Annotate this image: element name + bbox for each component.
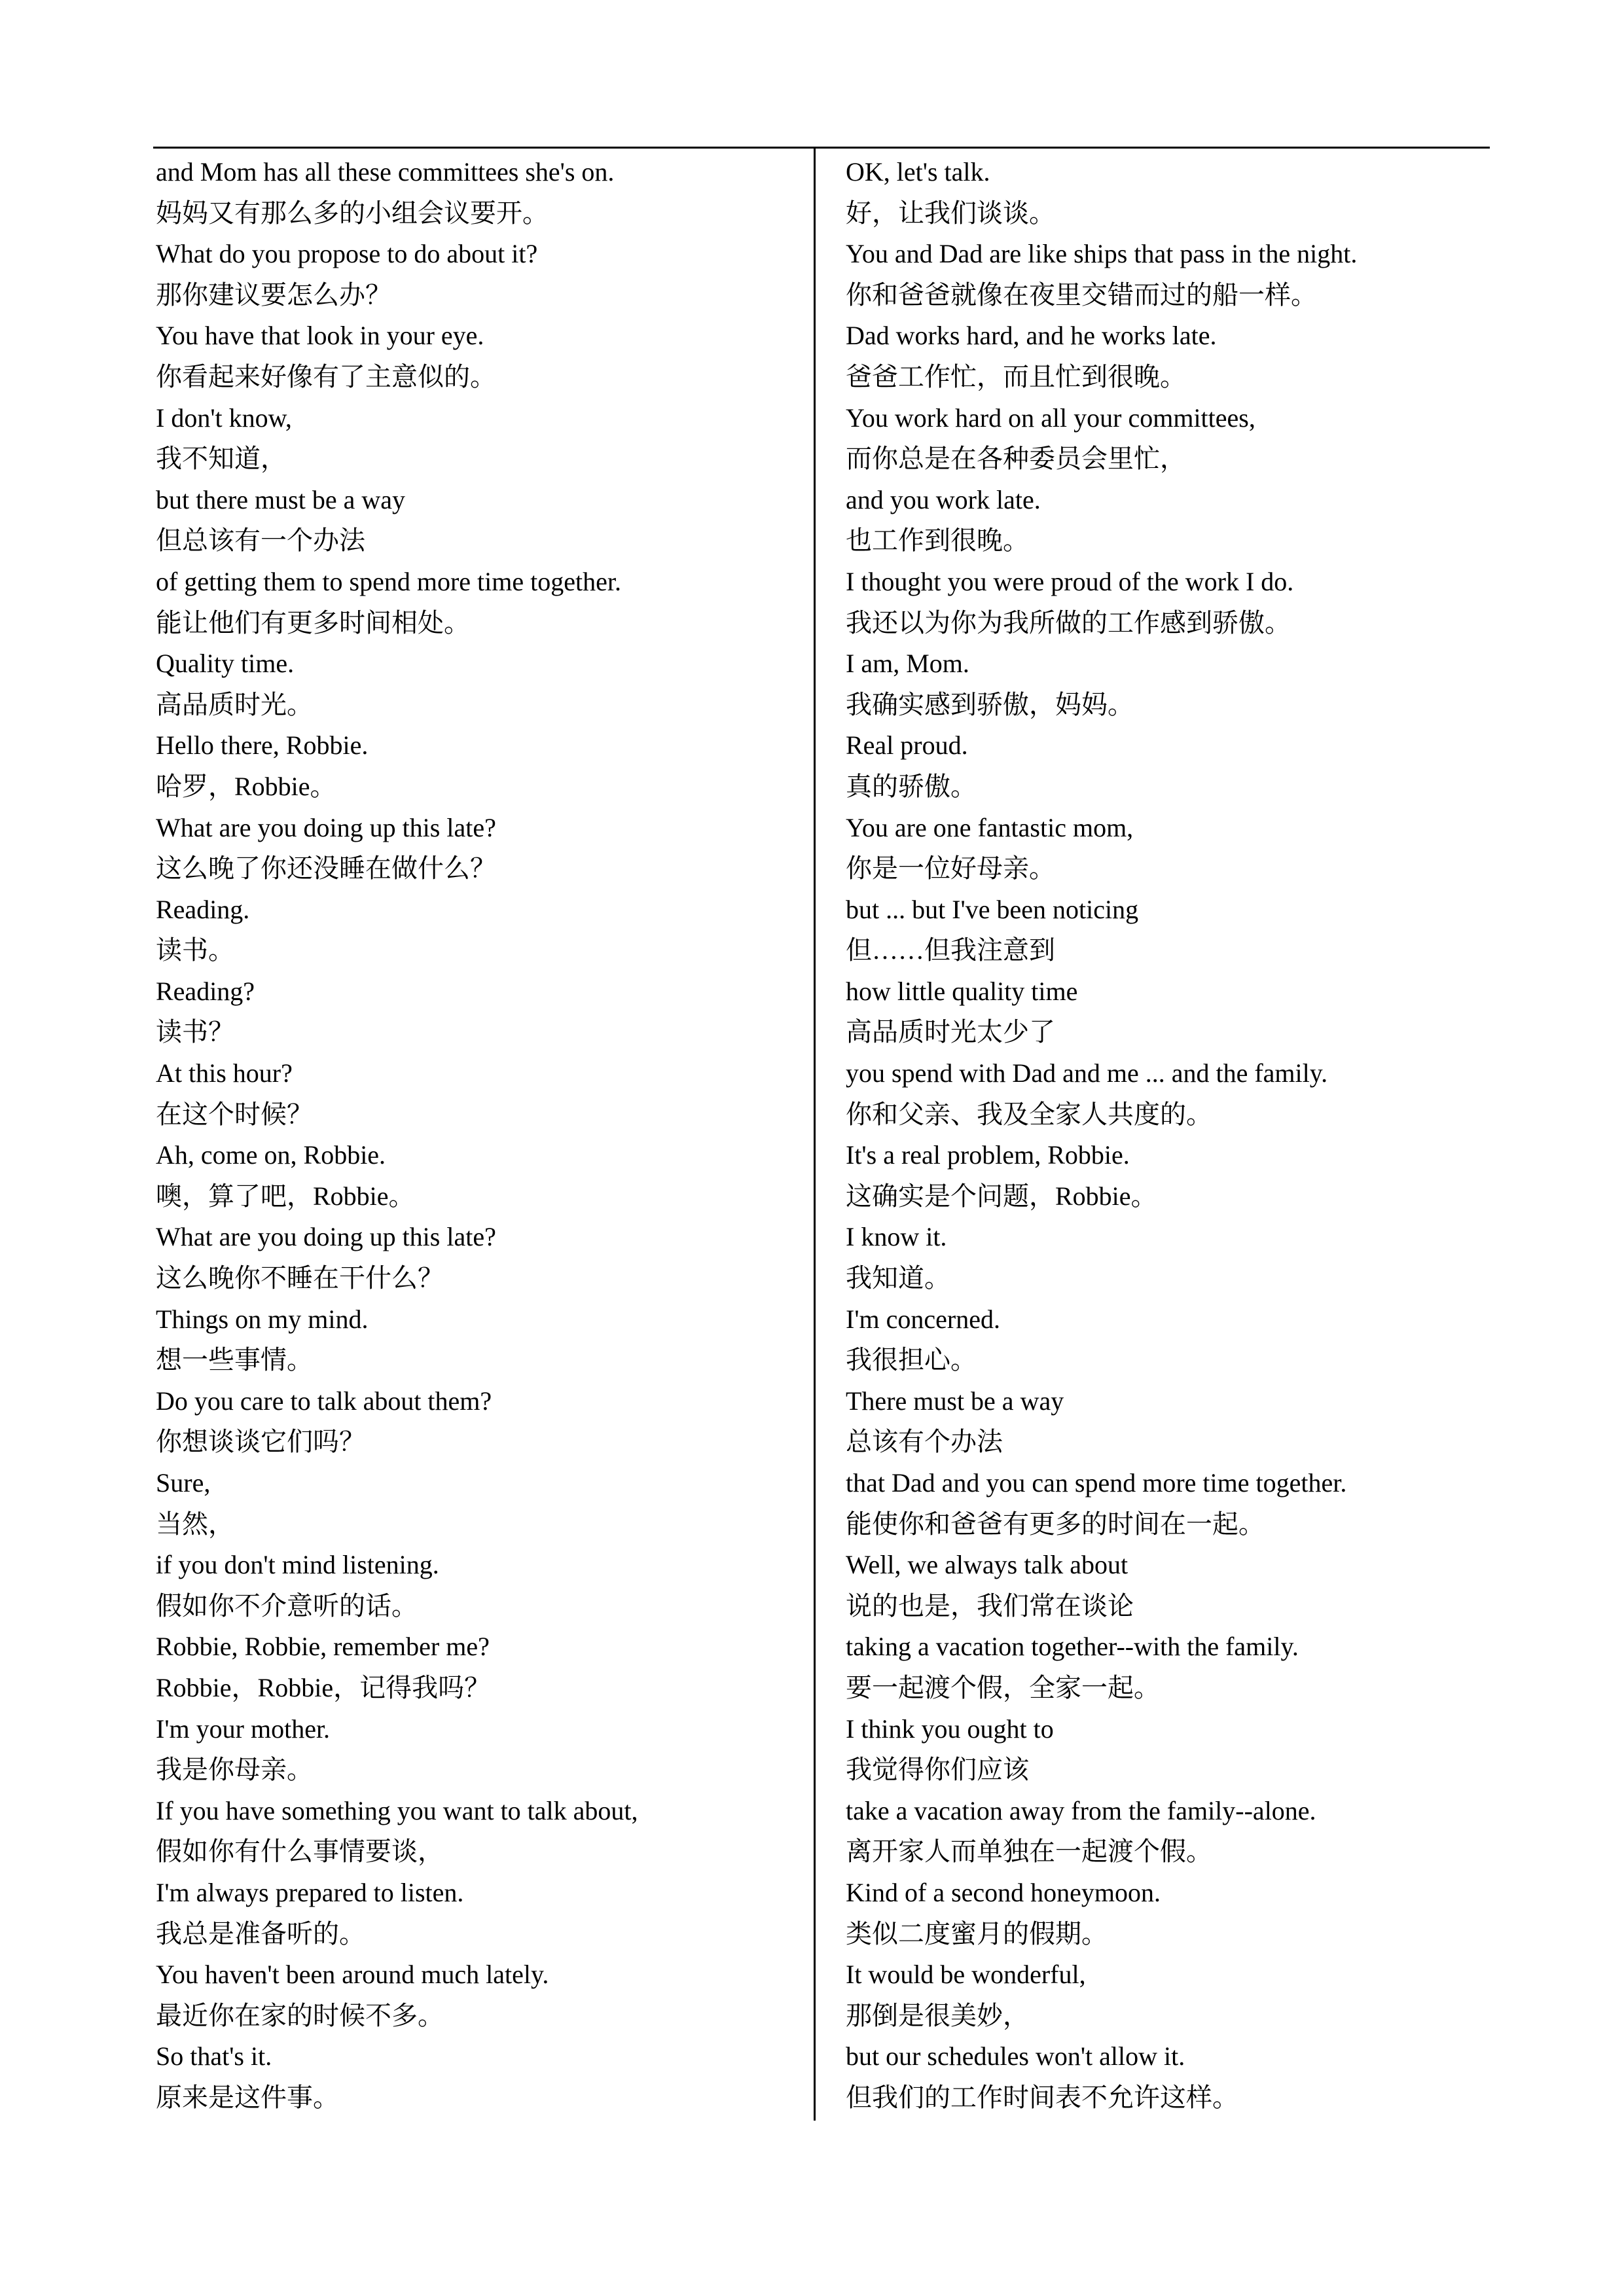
text-line: 当然， bbox=[156, 1509, 234, 1539]
text-line: 我总是准备听的。 bbox=[156, 1918, 365, 1948]
text-line: 在这个时候？ bbox=[156, 1099, 313, 1129]
text-line: 读书。 bbox=[156, 935, 234, 965]
text-line: taking a vacation together--with the family. bbox=[846, 1632, 1299, 1662]
text-line: What are you doing up this late? bbox=[156, 812, 496, 842]
text-line: 而你总是在各种委员会里忙， bbox=[846, 444, 1186, 474]
text-line: of getting them to spend more time together. bbox=[156, 566, 621, 596]
text-line: Dad works hard, and he works late. bbox=[846, 321, 1217, 351]
text-line: 我知道。 bbox=[846, 1263, 950, 1293]
text-line: 总该有个办法 bbox=[846, 1427, 1003, 1457]
text-line: 这么晚了你还没睡在做什么？ bbox=[156, 853, 496, 884]
text-line: Robbie，Robbie，记得我吗？ bbox=[156, 1672, 491, 1702]
text-line: 原来是这件事。 bbox=[156, 2082, 339, 2112]
text-line: 也工作到很晚。 bbox=[846, 526, 1029, 556]
text-line: You work hard on all your committees, bbox=[846, 403, 1255, 433]
text-line: OK, let's talk. bbox=[846, 157, 990, 187]
text-line: Quality time. bbox=[156, 649, 295, 679]
text-line: 高品质时光太少了 bbox=[846, 1017, 1055, 1047]
text-line: 但总该有一个办法 bbox=[156, 526, 365, 556]
text-line: and Mom has all these committees she's on. bbox=[156, 157, 615, 187]
text-line: 我是你母亲。 bbox=[156, 1755, 313, 1785]
text-line: You and Dad are like ships that pass in the night. bbox=[846, 239, 1358, 269]
text-line: but our schedules won't allow it. bbox=[846, 2041, 1185, 2072]
text-line: What do you propose to do about it? bbox=[156, 239, 538, 269]
text-line: Hello there, Robbie. bbox=[156, 730, 369, 761]
text-line: 爸爸工作忙，而且忙到很晚。 bbox=[846, 361, 1186, 391]
text-line: I'm always prepared to listen. bbox=[156, 1877, 464, 1907]
text-line: 好，让我们谈谈。 bbox=[846, 198, 1055, 228]
text-line: It would be wonderful, bbox=[846, 1960, 1086, 1990]
text-line: 我还以为你为我所做的工作感到骄傲。 bbox=[846, 607, 1291, 637]
text-line: but ... but I've been noticing bbox=[846, 894, 1139, 924]
text-line: how little quality time bbox=[846, 976, 1078, 1006]
text-line: you spend with Dad and me ... and the family. bbox=[846, 1058, 1328, 1088]
text-line: and you work late. bbox=[846, 484, 1041, 514]
text-line: 那倒是很美妙， bbox=[846, 2000, 1029, 2030]
text-line: I'm concerned. bbox=[846, 1304, 1000, 1334]
text-line: I'm your mother. bbox=[156, 1713, 331, 1744]
text-line: So that's it. bbox=[156, 2041, 272, 2072]
text-line: 要一起渡个假，全家一起。 bbox=[846, 1672, 1160, 1702]
text-line: 但……但我注意到 bbox=[846, 935, 1055, 965]
column-divider bbox=[814, 147, 816, 2121]
text-line: 我很担心。 bbox=[846, 1345, 977, 1375]
text-line: 真的骄傲。 bbox=[846, 771, 977, 801]
text-line: 假如你不介意听的话。 bbox=[156, 1590, 418, 1621]
text-line: 你看起来好像有了主意似的。 bbox=[156, 361, 496, 391]
text-line: I don't know, bbox=[156, 403, 292, 433]
text-line: Reading? bbox=[156, 976, 255, 1006]
text-line: There must be a way bbox=[846, 1386, 1064, 1416]
text-line: It's a real problem, Robbie. bbox=[846, 1140, 1130, 1170]
text-line: 妈妈又有那么多的小组会议要开。 bbox=[156, 198, 549, 228]
text-line: take a vacation away from the family--alone. bbox=[846, 1795, 1316, 1825]
text-line: but there must be a way bbox=[156, 484, 405, 514]
text-line: Do you care to talk about them? bbox=[156, 1386, 492, 1416]
text-line: 哈罗，Robbie。 bbox=[156, 771, 336, 801]
text-line: 离开家人而单独在一起渡个假。 bbox=[846, 1837, 1212, 1867]
text-line: 你和父亲、我及全家人共度的。 bbox=[846, 1099, 1212, 1129]
text-line: 这确实是个问题，Robbie。 bbox=[846, 1181, 1157, 1211]
text-line: I thought you were proud of the work I do. bbox=[846, 566, 1294, 596]
left-column bbox=[156, 152, 804, 2119]
text-line: What are you doing up this late? bbox=[156, 1222, 496, 1252]
text-line: You have that look in your eye. bbox=[156, 321, 484, 351]
text-line: 噢，算了吧，Robbie。 bbox=[156, 1181, 415, 1211]
text-line: that Dad and you can spend more time together. bbox=[846, 1468, 1347, 1498]
text-line: 想一些事情。 bbox=[156, 1345, 313, 1375]
text-line: 能让他们有更多时间相处。 bbox=[156, 607, 470, 637]
text-line: Things on my mind. bbox=[156, 1304, 369, 1334]
text-line: Sure, bbox=[156, 1468, 211, 1498]
text-line: I am, Mom. bbox=[846, 649, 969, 679]
text-line: 你和爸爸就像在夜里交错而过的船一样。 bbox=[846, 279, 1317, 310]
text-line: You haven't been around much lately. bbox=[156, 1960, 549, 1990]
text-line: Ah, come on, Robbie. bbox=[156, 1140, 386, 1170]
text-line: Real proud. bbox=[846, 730, 968, 761]
text-line: 我不知道， bbox=[156, 444, 287, 474]
text-line: You are one fantastic mom, bbox=[846, 812, 1134, 842]
text-line: Kind of a second honeymoon. bbox=[846, 1877, 1161, 1907]
text-line: 类似二度蜜月的假期。 bbox=[846, 1918, 1108, 1948]
text-line: I know it. bbox=[846, 1222, 947, 1252]
text-line: 这么晚你不睡在干什么？ bbox=[156, 1263, 444, 1293]
text-line: At this hour? bbox=[156, 1058, 293, 1088]
text-line: 但我们的工作时间表不允许这样。 bbox=[846, 2082, 1238, 2112]
top-rule bbox=[153, 147, 1490, 149]
text-line: 你想谈谈它们吗？ bbox=[156, 1427, 365, 1457]
text-line: 高品质时光。 bbox=[156, 689, 313, 719]
text-line: 能使你和爸爸有更多的时间在一起。 bbox=[846, 1509, 1265, 1539]
text-line: Robbie, Robbie, remember me? bbox=[156, 1632, 490, 1662]
text-line: 我觉得你们应该 bbox=[846, 1755, 1029, 1785]
text-line: Reading. bbox=[156, 894, 250, 924]
right-column bbox=[846, 152, 1487, 2119]
text-line: 你是一位好母亲。 bbox=[846, 853, 1055, 884]
text-line: 说的也是，我们常在谈论 bbox=[846, 1590, 1134, 1621]
text-line: 我确实感到骄傲，妈妈。 bbox=[846, 689, 1134, 719]
text-line: If you have something you want to talk about, bbox=[156, 1795, 638, 1825]
text-line: 那你建议要怎么办？ bbox=[156, 279, 391, 310]
text-line: if you don't mind listening. bbox=[156, 1550, 439, 1580]
text-line: 读书？ bbox=[156, 1017, 234, 1047]
text-line: I think you ought to bbox=[846, 1713, 1054, 1744]
text-line: 假如你有什么事情要谈， bbox=[156, 1837, 444, 1867]
text-line: Well, we always talk about bbox=[846, 1550, 1128, 1580]
text-line: 最近你在家的时候不多。 bbox=[156, 2000, 444, 2030]
